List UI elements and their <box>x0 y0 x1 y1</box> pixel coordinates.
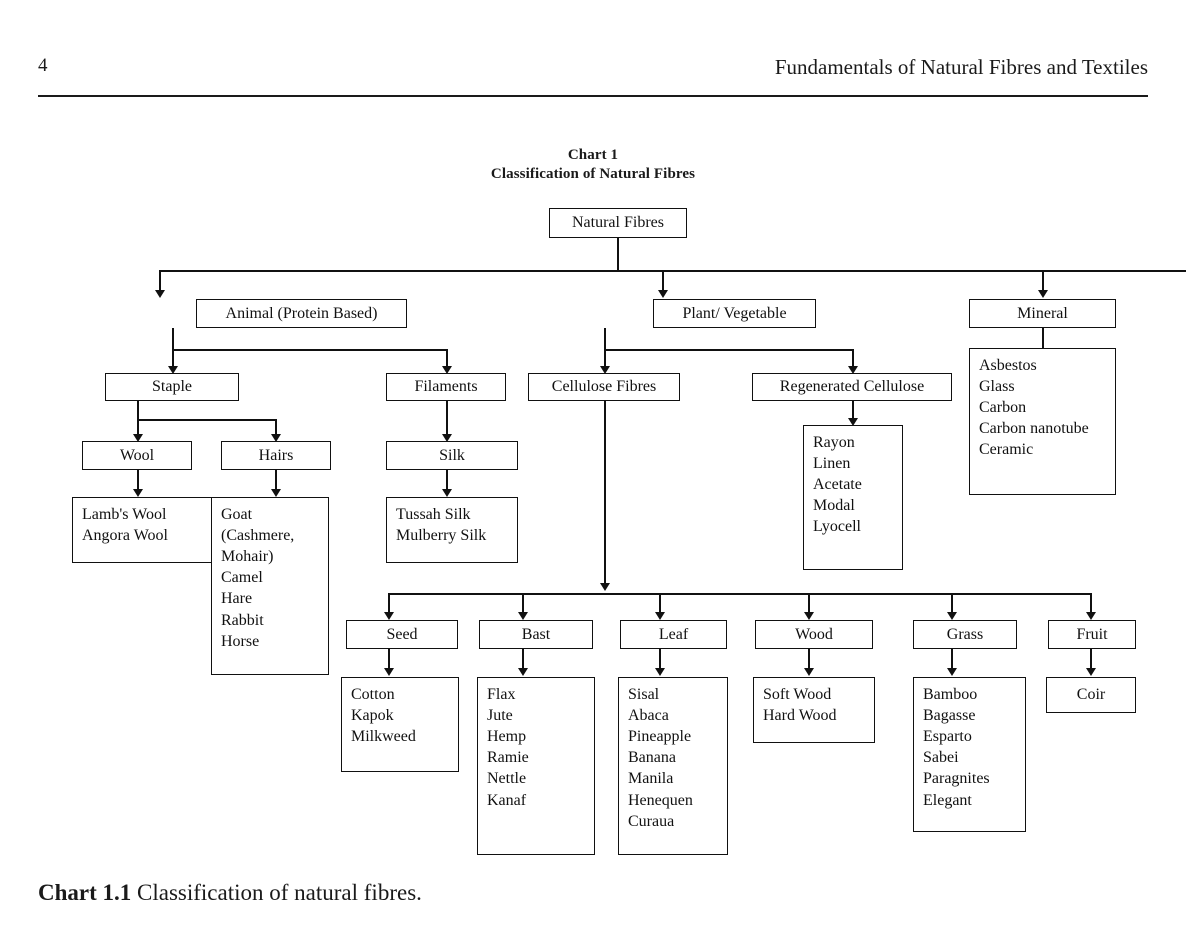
grass-item: Bamboo <box>923 686 978 703</box>
connector-animal-down <box>172 328 174 350</box>
node-fruit-items: Coir <box>1046 677 1136 713</box>
arrow-to-grass <box>947 612 957 620</box>
regenerated-item: Modal <box>813 497 855 515</box>
regenerated-item: Acetate <box>813 476 862 494</box>
bast-item: Jute <box>487 707 513 725</box>
node-wool-items <box>72 497 212 563</box>
node-mineral-items <box>969 348 1116 495</box>
page-header <box>38 55 1148 97</box>
node-seed: Seed <box>346 620 458 649</box>
arrow-to-plant <box>658 290 668 298</box>
connector-staple-down <box>137 401 139 420</box>
arrow-to-bast-items <box>518 668 528 676</box>
hairs-item: Camel <box>221 569 263 587</box>
arrow-to-mineral <box>1038 290 1048 298</box>
bast-item: Kanaf <box>487 791 527 809</box>
grass-item: Sabei <box>923 749 959 767</box>
silk-item: Mulberry Silk <box>396 527 487 545</box>
node-hairs: Hairs <box>221 441 331 470</box>
arrow-to-leaf <box>655 612 665 620</box>
connector-to-animal <box>159 270 161 292</box>
arrow-to-grass-items <box>947 668 957 676</box>
node-staple: Staple <box>105 373 239 401</box>
arrow-to-seed-items <box>384 668 394 676</box>
bast-item: Ramie <box>487 749 529 767</box>
grass-item: Elegant <box>923 791 972 809</box>
node-wool: Wool <box>82 441 192 470</box>
hairs-item: Hare <box>221 590 253 608</box>
arrow-to-hairs-items <box>271 489 281 497</box>
bast-item: Hemp <box>487 728 527 746</box>
node-plant: Plant/ Vegetable <box>653 299 816 328</box>
seed-item: Cotton <box>351 686 395 703</box>
arrow-to-wool-items <box>133 489 143 497</box>
grass-item: Paragnites <box>923 770 990 788</box>
connector-animal-bus <box>172 349 446 351</box>
connector-level1-bus <box>159 270 1186 272</box>
chart-title-line1: Chart 1 <box>567 147 619 163</box>
node-leaf: Leaf <box>620 620 727 649</box>
leaf-item: Pineapple <box>628 728 692 746</box>
leaf-item: Abaca <box>628 707 669 725</box>
node-regenerated-items <box>803 425 903 570</box>
figure-caption-text: Classification of natural fibres. <box>137 880 422 905</box>
node-cellulose-fibres: Cellulose Fibres <box>528 373 680 401</box>
connector-to-plant <box>662 270 664 292</box>
node-silk-items <box>386 497 518 563</box>
node-silk: Silk <box>386 441 518 470</box>
arrow-to-fruit <box>1086 612 1096 620</box>
arrow-to-animal <box>155 290 165 298</box>
bast-item: Nettle <box>487 770 527 788</box>
hairs-item: Mohair) <box>221 548 274 566</box>
hairs-item: (Cashmere, <box>221 527 295 545</box>
leaf-item: Manila <box>628 770 674 788</box>
connector-root-down <box>617 238 619 271</box>
connector-plant-bus <box>604 349 853 351</box>
bast-item: Flax <box>487 686 516 703</box>
node-filaments: Filaments <box>386 373 506 401</box>
page-number: 4 <box>38 55 48 76</box>
wood-item: Soft Wood <box>763 686 832 703</box>
arrow-to-fruit-items <box>1086 668 1096 676</box>
regenerated-item: Linen <box>813 455 851 473</box>
connector-filaments-down <box>446 401 448 437</box>
node-natural-fibres: Natural Fibres <box>549 208 687 238</box>
connector-to-mineral <box>1042 270 1044 292</box>
hairs-item: Rabbit <box>221 611 264 629</box>
node-hairs-items <box>211 497 329 675</box>
connector-cellulose-fanout-bus <box>388 593 1091 595</box>
grass-item: Esparto <box>923 728 972 746</box>
wool-item: Lamb's Wool <box>82 506 167 523</box>
figure-caption-label: Chart 1.1 <box>38 880 132 905</box>
leaf-item: Banana <box>628 749 676 767</box>
mineral-item: Asbestos <box>979 357 1037 374</box>
mineral-item: Carbon nanotube <box>979 420 1089 438</box>
node-seed-items <box>341 677 459 772</box>
node-leaf-items <box>618 677 728 855</box>
arrow-to-seed <box>384 612 394 620</box>
arrow-cellulose-bus <box>600 583 610 591</box>
connector-plant-down <box>604 328 606 350</box>
hairs-item: Goat <box>221 506 253 523</box>
figure-caption <box>38 880 422 906</box>
leaf-item: Curaua <box>628 812 675 830</box>
node-wood: Wood <box>755 620 873 649</box>
running-head: Fundamentals of Natural Fibres and Textiles <box>774 55 1148 79</box>
mineral-item: Ceramic <box>979 441 1034 459</box>
node-wood-items <box>753 677 875 743</box>
node-fruit: Fruit <box>1048 620 1136 649</box>
arrow-to-silk-items <box>442 489 452 497</box>
arrow-to-leaf-items <box>655 668 665 676</box>
connector-cellulose-down <box>604 401 606 586</box>
node-grass-items <box>913 677 1026 832</box>
regenerated-item: Rayon <box>813 434 855 451</box>
regenerated-item: Lyocell <box>813 518 861 536</box>
wood-item: Hard Wood <box>763 707 837 725</box>
node-animal: Animal (Protein Based) <box>196 299 407 328</box>
chart-title-line2: Classification of Natural Fibres <box>490 166 696 182</box>
seed-item: Kapok <box>351 707 394 725</box>
arrow-to-bast <box>518 612 528 620</box>
node-grass: Grass <box>913 620 1017 649</box>
hairs-item: Horse <box>221 632 260 650</box>
mineral-item: Carbon <box>979 399 1027 417</box>
leaf-item: Sisal <box>628 686 660 703</box>
seed-item: Milkweed <box>351 728 416 746</box>
silk-item: Tussah Silk <box>396 506 471 523</box>
leaf-item: Henequen <box>628 791 693 809</box>
wool-item: Angora Wool <box>82 527 168 545</box>
arrow-to-wood-items <box>804 668 814 676</box>
connector-staple-bus <box>137 419 276 421</box>
mineral-item: Glass <box>979 378 1015 396</box>
node-regenerated-cellulose: Regenerated Cellulose <box>752 373 952 401</box>
node-bast-items <box>477 677 595 855</box>
connector-mineral-down <box>1042 328 1044 348</box>
node-mineral: Mineral <box>969 299 1116 328</box>
node-bast: Bast <box>479 620 593 649</box>
arrow-to-wood <box>804 612 814 620</box>
grass-item: Bagasse <box>923 707 976 725</box>
